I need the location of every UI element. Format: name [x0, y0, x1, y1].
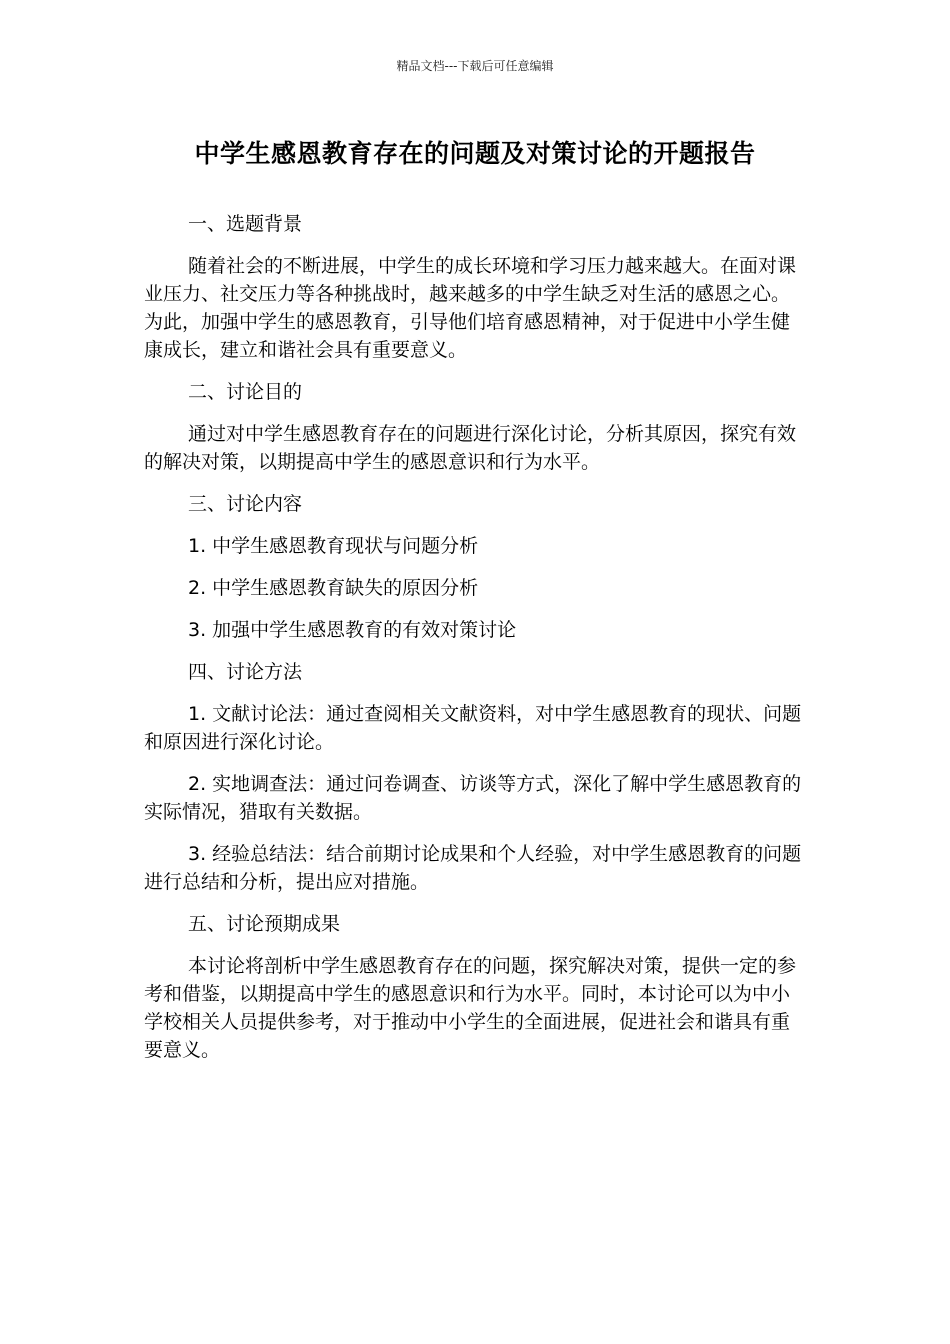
list-item-content-1: 1. 中学生感恩教育现状与问题分析: [188, 535, 479, 557]
document-body: [144, 210, 808, 1064]
paragraph-purpose: 通过对中学生感恩教育存在的问题进行深化讨论，分析其原因，探究有效的解决对策，以期提高中学生的感恩意识和行为水平。: [144, 423, 797, 473]
list-item-method-1: 1. 文献讨论法：通过查阅相关文献资料，对中学生感恩教育的现状、问题和原因进行深化讨论。: [144, 703, 802, 753]
section-heading-content: 三、讨论内容: [188, 493, 303, 515]
document-title: 中学生感恩教育存在的问题及对策讨论的开题报告: [194, 139, 756, 168]
section-heading-purpose: 二、讨论目的: [188, 381, 303, 403]
header-note: 精品文档---下载后可任意编辑: [396, 59, 554, 73]
list-item-method-3: 3. 经验总结法：结合前期讨论成果和个人经验，对中学生感恩教育的问题进行总结和分析，提出应对措施。: [144, 843, 802, 893]
section-heading-outcomes: 五、讨论预期成果: [188, 913, 341, 935]
list-item-content-2: 2. 中学生感恩教育缺失的原因分析: [188, 577, 479, 599]
list-item-method-2: 2. 实地调查法：通过问卷调查、访谈等方式，深化了解中学生感恩教育的实际情况，猎取有关数据。: [144, 773, 802, 823]
section-heading-methods: 四、讨论方法: [188, 661, 303, 683]
paragraph-outcomes: 本讨论将剖析中学生感恩教育存在的问题，探究解决对策，提供一定的参考和借鉴，以期提高中学生的感恩意识和行为水平。同时，本讨论可以为中小学校相关人员提供参考，对于推动中小学生的全面进展，促进社会和谐具有重要意义。: [144, 955, 797, 1061]
list-item-content-3: 3. 加强中学生感恩教育的有效对策讨论: [188, 619, 517, 641]
paragraph-background: 随着社会的不断进展，中学生的成长环境和学习压力越来越大。在面对课业压力、社交压力等各种挑战时，越来越多的中学生缺乏对生活的感恩之心。为此，加强中学生的感恩教育，引导他们培育感恩精神，对于促进中小学生健康成长，建立和谐社会具有重要意义。: [144, 255, 797, 361]
section-heading-background: 一、选题背景: [188, 213, 303, 235]
